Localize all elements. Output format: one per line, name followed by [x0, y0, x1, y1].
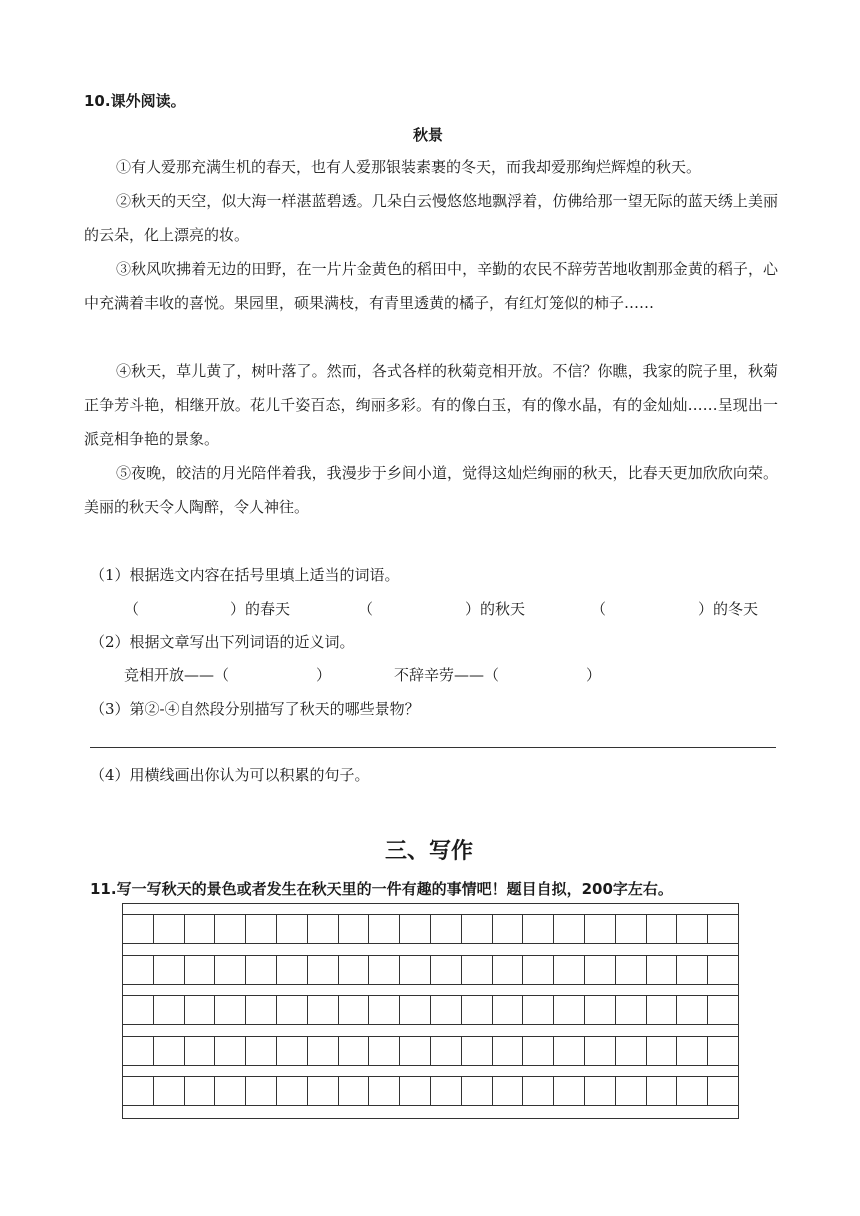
passage-paragraph-3: ③秋风吹拂着无边的田野，在一片片金黄色的稻田中，辛勤的农民不辞劳苦地收割那金黄的稻子，心中充满着丰收的喜悦。果园里，硕果满枝，有青里透黄的橘子，有红灯笼似的柿子……: [84, 260, 778, 312]
grid-cell[interactable]: [431, 1037, 462, 1065]
grid-cell[interactable]: [339, 956, 370, 984]
grid-cell[interactable]: [493, 956, 524, 984]
grid-cell[interactable]: [154, 956, 185, 984]
grid-row: [123, 1076, 738, 1106]
synonym-1-close[interactable]: ）: [316, 666, 332, 684]
writing-grid[interactable]: [122, 903, 739, 1119]
grid-row: [123, 955, 738, 985]
grid-cell[interactable]: [215, 1077, 246, 1105]
grid-row: [123, 995, 738, 1025]
grid-cell[interactable]: [677, 1077, 708, 1105]
grid-cell[interactable]: [554, 915, 585, 943]
grid-cell[interactable]: [123, 996, 154, 1024]
grid-cell[interactable]: [185, 996, 216, 1024]
grid-cell[interactable]: [616, 996, 647, 1024]
subquestion-4-prompt: （4）用横线画出你认为可以积累的句子。: [90, 766, 370, 784]
grid-cell[interactable]: [462, 1077, 493, 1105]
grid-cell[interactable]: [585, 1037, 616, 1065]
grid-cell[interactable]: [369, 996, 400, 1024]
grid-cell[interactable]: [277, 1077, 308, 1105]
grid-cell[interactable]: [493, 1077, 524, 1105]
grid-cell[interactable]: [123, 956, 154, 984]
question-10-heading: 10.课外阅读。: [84, 92, 186, 110]
grid-cell[interactable]: [154, 915, 185, 943]
grid-cell[interactable]: [523, 956, 554, 984]
grid-cell[interactable]: [554, 1037, 585, 1065]
grid-cell[interactable]: [616, 1077, 647, 1105]
grid-cell[interactable]: [215, 956, 246, 984]
grid-cell[interactable]: [246, 1037, 277, 1065]
grid-cell[interactable]: [308, 956, 339, 984]
blank-1-open: （: [124, 600, 140, 618]
grid-cell[interactable]: [308, 915, 339, 943]
grid-cell[interactable]: [185, 1077, 216, 1105]
grid-cell[interactable]: [462, 996, 493, 1024]
grid-cell[interactable]: [215, 1037, 246, 1065]
grid-cell[interactable]: [647, 956, 678, 984]
synonym-1-word: 竞相开放——（: [124, 666, 230, 684]
grid-cell[interactable]: [339, 996, 370, 1024]
grid-cell[interactable]: [462, 915, 493, 943]
grid-cell[interactable]: [462, 1037, 493, 1065]
grid-cell[interactable]: [123, 915, 154, 943]
grid-cell[interactable]: [246, 956, 277, 984]
grid-cell[interactable]: [123, 1037, 154, 1065]
subquestion-3-prompt: （3）第②-④自然段分别描写了秋天的哪些景物？: [90, 700, 420, 718]
grid-cell[interactable]: [154, 1077, 185, 1105]
grid-cell[interactable]: [462, 956, 493, 984]
grid-cell[interactable]: [647, 915, 678, 943]
grid-cell[interactable]: [616, 1037, 647, 1065]
blank-3-open: （: [591, 600, 607, 618]
grid-cell[interactable]: [369, 1077, 400, 1105]
grid-cell[interactable]: [585, 1077, 616, 1105]
grid-cell[interactable]: [493, 1037, 524, 1065]
grid-cell[interactable]: [400, 996, 431, 1024]
passage-paragraph-4: ④秋天，草儿黄了，树叶落了。然而，各式各样的秋菊竞相开放。不信？你瞧，我家的院子里，秋菊正争芳斗艳，相继开放。花儿千姿百态，绚丽多彩。有的像白玉，有的像水晶，有的金灿灿……呈现出一派竞相争艳的景象。: [84, 362, 778, 448]
grid-cell[interactable]: [400, 1077, 431, 1105]
grid-cell[interactable]: [523, 915, 554, 943]
subquestion-2-prompt: （2）根据文章写出下列词语的近义词。: [90, 633, 355, 651]
grid-cell[interactable]: [677, 1037, 708, 1065]
grid-cell[interactable]: [154, 996, 185, 1024]
grid-cell[interactable]: [554, 956, 585, 984]
grid-cell[interactable]: [308, 1077, 339, 1105]
grid-cell[interactable]: [339, 1077, 370, 1105]
grid-row: [123, 1036, 738, 1066]
grid-cell[interactable]: [523, 1037, 554, 1065]
grid-cell[interactable]: [431, 996, 462, 1024]
grid-cell[interactable]: [708, 996, 738, 1024]
grid-cell[interactable]: [585, 996, 616, 1024]
grid-cell[interactable]: [154, 1037, 185, 1065]
grid-cell[interactable]: [616, 956, 647, 984]
grid-row: [123, 914, 738, 944]
grid-cell[interactable]: [647, 996, 678, 1024]
grid-cell[interactable]: [277, 956, 308, 984]
grid-cell[interactable]: [400, 1037, 431, 1065]
grid-cell[interactable]: [493, 996, 524, 1024]
passage-paragraph-2: ②秋天的天空，似大海一样湛蓝碧透。几朵白云慢悠悠地飘浮着，仿佛给那一望无际的蓝天绣上美丽的云朵，化上漂亮的妆。: [84, 192, 778, 244]
grid-cell[interactable]: [677, 915, 708, 943]
grid-cell[interactable]: [708, 1037, 738, 1065]
grid-cell[interactable]: [215, 915, 246, 943]
grid-cell[interactable]: [369, 956, 400, 984]
grid-cell[interactable]: [431, 1077, 462, 1105]
grid-cell[interactable]: [647, 1037, 678, 1065]
grid-cell[interactable]: [647, 1077, 678, 1105]
passage-paragraph-5: ⑤夜晚，皎洁的月光陪伴着我，我漫步于乡间小道，觉得这灿烂绚丽的秋天，比春天更加欣欣向荣。美丽的秋天令人陶醉，令人神往。: [84, 464, 778, 516]
grid-cell[interactable]: [246, 915, 277, 943]
passage-title: 秋景: [413, 126, 444, 144]
answer-line[interactable]: [90, 747, 776, 748]
grid-cell[interactable]: [339, 915, 370, 943]
passage-paragraph-1: ①有人爱那充满生机的春天，也有人爱那银装素裹的冬天，而我却爱那绚烂辉煌的秋天。: [116, 158, 702, 176]
grid-cell[interactable]: [677, 996, 708, 1024]
grid-cell[interactable]: [554, 1077, 585, 1105]
grid-cell[interactable]: [277, 996, 308, 1024]
grid-cell[interactable]: [523, 1077, 554, 1105]
grid-cell[interactable]: [708, 956, 738, 984]
grid-cell[interactable]: [400, 956, 431, 984]
grid-cell[interactable]: [277, 1037, 308, 1065]
grid-cell[interactable]: [431, 915, 462, 943]
section-title-writing: 三、写作: [385, 839, 474, 864]
grid-cell[interactable]: [339, 1037, 370, 1065]
blank-2-label[interactable]: ）的秋天: [465, 600, 526, 618]
grid-cell[interactable]: [708, 1077, 738, 1105]
grid-cell[interactable]: [215, 996, 246, 1024]
grid-cell[interactable]: [369, 1037, 400, 1065]
grid-cell[interactable]: [246, 1077, 277, 1105]
grid-cell[interactable]: [554, 996, 585, 1024]
grid-cell[interactable]: [431, 956, 462, 984]
grid-cell[interactable]: [677, 956, 708, 984]
synonym-2-close[interactable]: ）: [586, 666, 602, 684]
grid-cell[interactable]: [308, 1037, 339, 1065]
grid-cell[interactable]: [185, 915, 216, 943]
grid-cell[interactable]: [585, 956, 616, 984]
grid-cell[interactable]: [493, 915, 524, 943]
question-11-prompt: 11.写一写秋天的景色或者发生在秋天里的一件有趣的事情吧！题目自拟，200字左右。: [90, 880, 673, 898]
grid-cell[interactable]: [123, 1077, 154, 1105]
synonym-2-word: 不辞辛劳——（: [394, 666, 500, 684]
grid-cell[interactable]: [308, 996, 339, 1024]
grid-cell[interactable]: [523, 996, 554, 1024]
blank-2-open: （: [358, 600, 374, 618]
grid-cell[interactable]: [400, 915, 431, 943]
grid-cell[interactable]: [708, 915, 738, 943]
subquestion-1-prompt: （1）根据选文内容在括号里填上适当的词语。: [90, 566, 400, 584]
grid-cell[interactable]: [246, 996, 277, 1024]
grid-cell[interactable]: [185, 1037, 216, 1065]
grid-cell[interactable]: [585, 915, 616, 943]
blank-3-label[interactable]: ）的冬天: [698, 600, 759, 618]
grid-cell[interactable]: [185, 956, 216, 984]
blank-1-label[interactable]: ）的春天: [230, 600, 291, 618]
grid-cell[interactable]: [616, 915, 647, 943]
grid-cell[interactable]: [277, 915, 308, 943]
grid-cell[interactable]: [369, 915, 400, 943]
